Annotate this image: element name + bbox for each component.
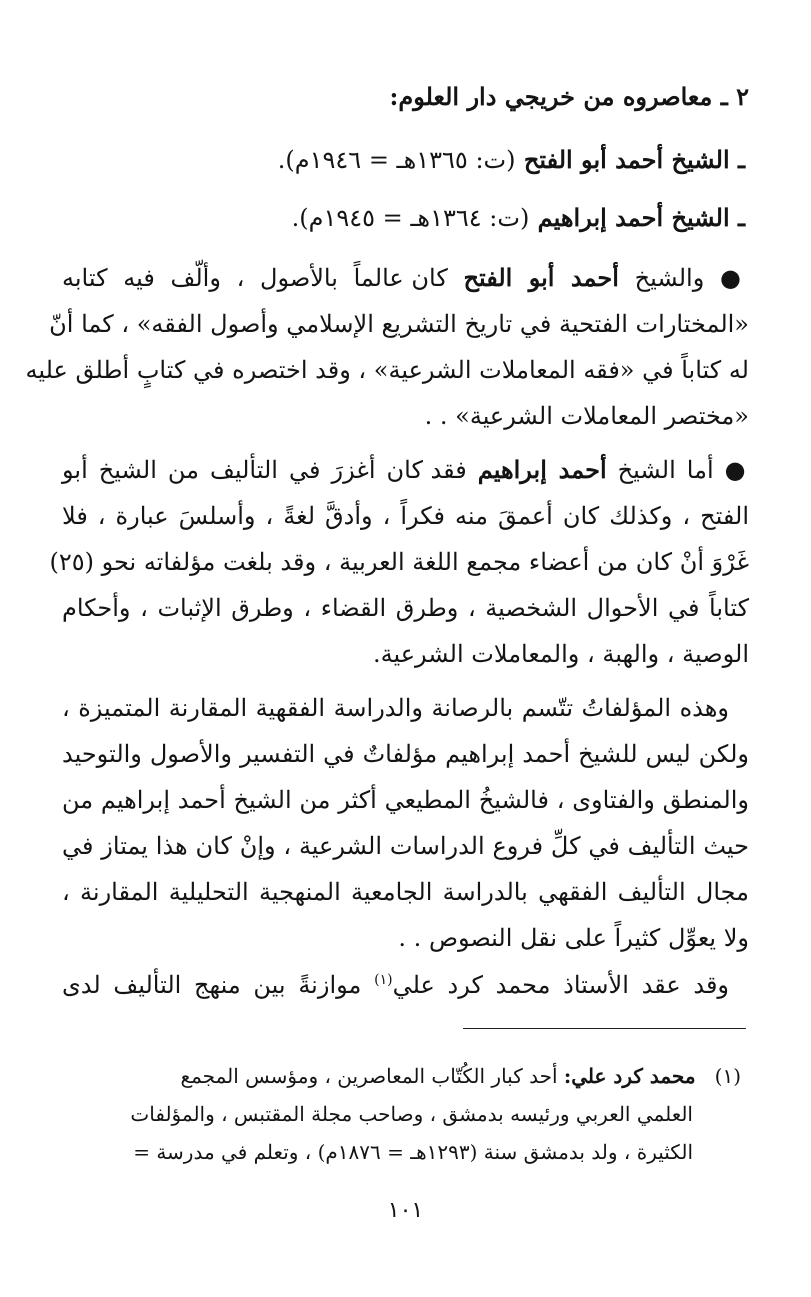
contemporary-item-1: ـ الشيخ أحمد أبو الفتح (ت: ١٣٦٥هـ = ١٩٤٦م).	[277, 145, 745, 174]
paragraph-2-line-4: كتاباً في الأحوال الشخصية ، وطرق القضاء ، وطرق الإثبات ، وأحكام	[62, 594, 749, 622]
page-number: ١٠١	[387, 1198, 424, 1223]
footnote-separator	[463, 1028, 746, 1029]
paragraph-1-line-1: ● والشيخ أحمد أبو الفتح كان عالماً بالأصول ، وألّف فيه كتابه	[62, 263, 750, 292]
paragraph-3-line-2: ولكن ليس للشيخ أحمد إبراهيم مؤلفاتٌ في التفسير والأصول والتوحيد	[62, 740, 749, 768]
bullet-icon: ●	[720, 264, 750, 292]
footnote-line-2: العلمي العربي ورئيسه بدمشق ، وصاحب مجلة المقتبس ، والمؤلفات	[130, 1102, 693, 1126]
footnote-line-3: الكثيرة ، ولد بدمشق سنة (١٢٩٣هـ = ١٨٧٦م) ، وتعلم في مدرسة =	[133, 1140, 693, 1164]
paragraph-1-line-2: «المختارات الفتحية في تاريخ التشريع الإسلامي وأصول الفقه» ، كما أنّ	[49, 310, 749, 338]
paragraph-4-line-1: وقد عقد الأستاذ محمد كرد علي$^{(١)}$ موازنةً بين منهج التأليف لدى	[62, 971, 730, 999]
footnote-mark[interactable]: (١)	[374, 972, 393, 988]
paragraph-2-line-1: ● أما الشيخ أحمد إبراهيم فقد كان أغزرَ في التأليف من الشيخ أبو	[62, 455, 749, 484]
paragraph-1-line-3: له كتاباً في «فقه المعاملات الشرعية» ، وقد اختصره في كتابٍ أطلق عليه	[25, 356, 749, 384]
paragraph-3-line-4: حيث التأليف في كلِّ فروع الدراسات الشرعية ، وإنْ كان هذا يمتاز في	[62, 832, 749, 860]
paragraph-3-line-3: والمنطق والفتاوى ، فالشيخُ المطيعي أكثر من الشيخ أحمد إبراهيم من	[62, 786, 749, 814]
paragraph-2-line-5: الوصية ، والهبة ، والمعاملات الشرعية.	[372, 640, 749, 668]
paragraph-3-line-1: وهذه المؤلفاتُ تتّسم بالرصانة والدراسة الفقهية المقارنة المتميزة ،	[62, 694, 729, 722]
paragraph-2-line-3: غَرْوَ أنْ كان من أعضاء مجمع اللغة العربية ، وقد بلغت مؤلفاته نحو (٢٥)	[49, 548, 749, 576]
contemporary-item-2: ـ الشيخ أحمد إبراهيم (ت: ١٣٦٤هـ = ١٩٤٥م).	[291, 203, 745, 232]
bullet-icon: ●	[724, 456, 749, 484]
paragraph-3-line-5: مجال التأليف الفقهي بالدراسة الجامعية المنهجية التحليلية المقارنة ،	[62, 878, 749, 906]
paragraph-3-line-6: ولا يعوِّل كثيراً على نقل النصوص . .	[398, 924, 749, 952]
section-heading: ٢ ـ معاصروه من خريجي دار العلوم:	[389, 82, 749, 111]
paragraph-1-line-4: «مختصر المعاملات الشرعية» . .	[424, 402, 749, 430]
paragraph-2-line-2: الفتح ، وكذلك كان أعمقَ منه فكراً ، وأدقَّ لغةً ، وأسلسَ عبارة ، فلا	[62, 502, 749, 530]
footnote-line-1: (١) محمد كرد علي: أحد كبار الكُتّاب المعاصرين ، ومؤسس المجمع	[180, 1064, 741, 1088]
